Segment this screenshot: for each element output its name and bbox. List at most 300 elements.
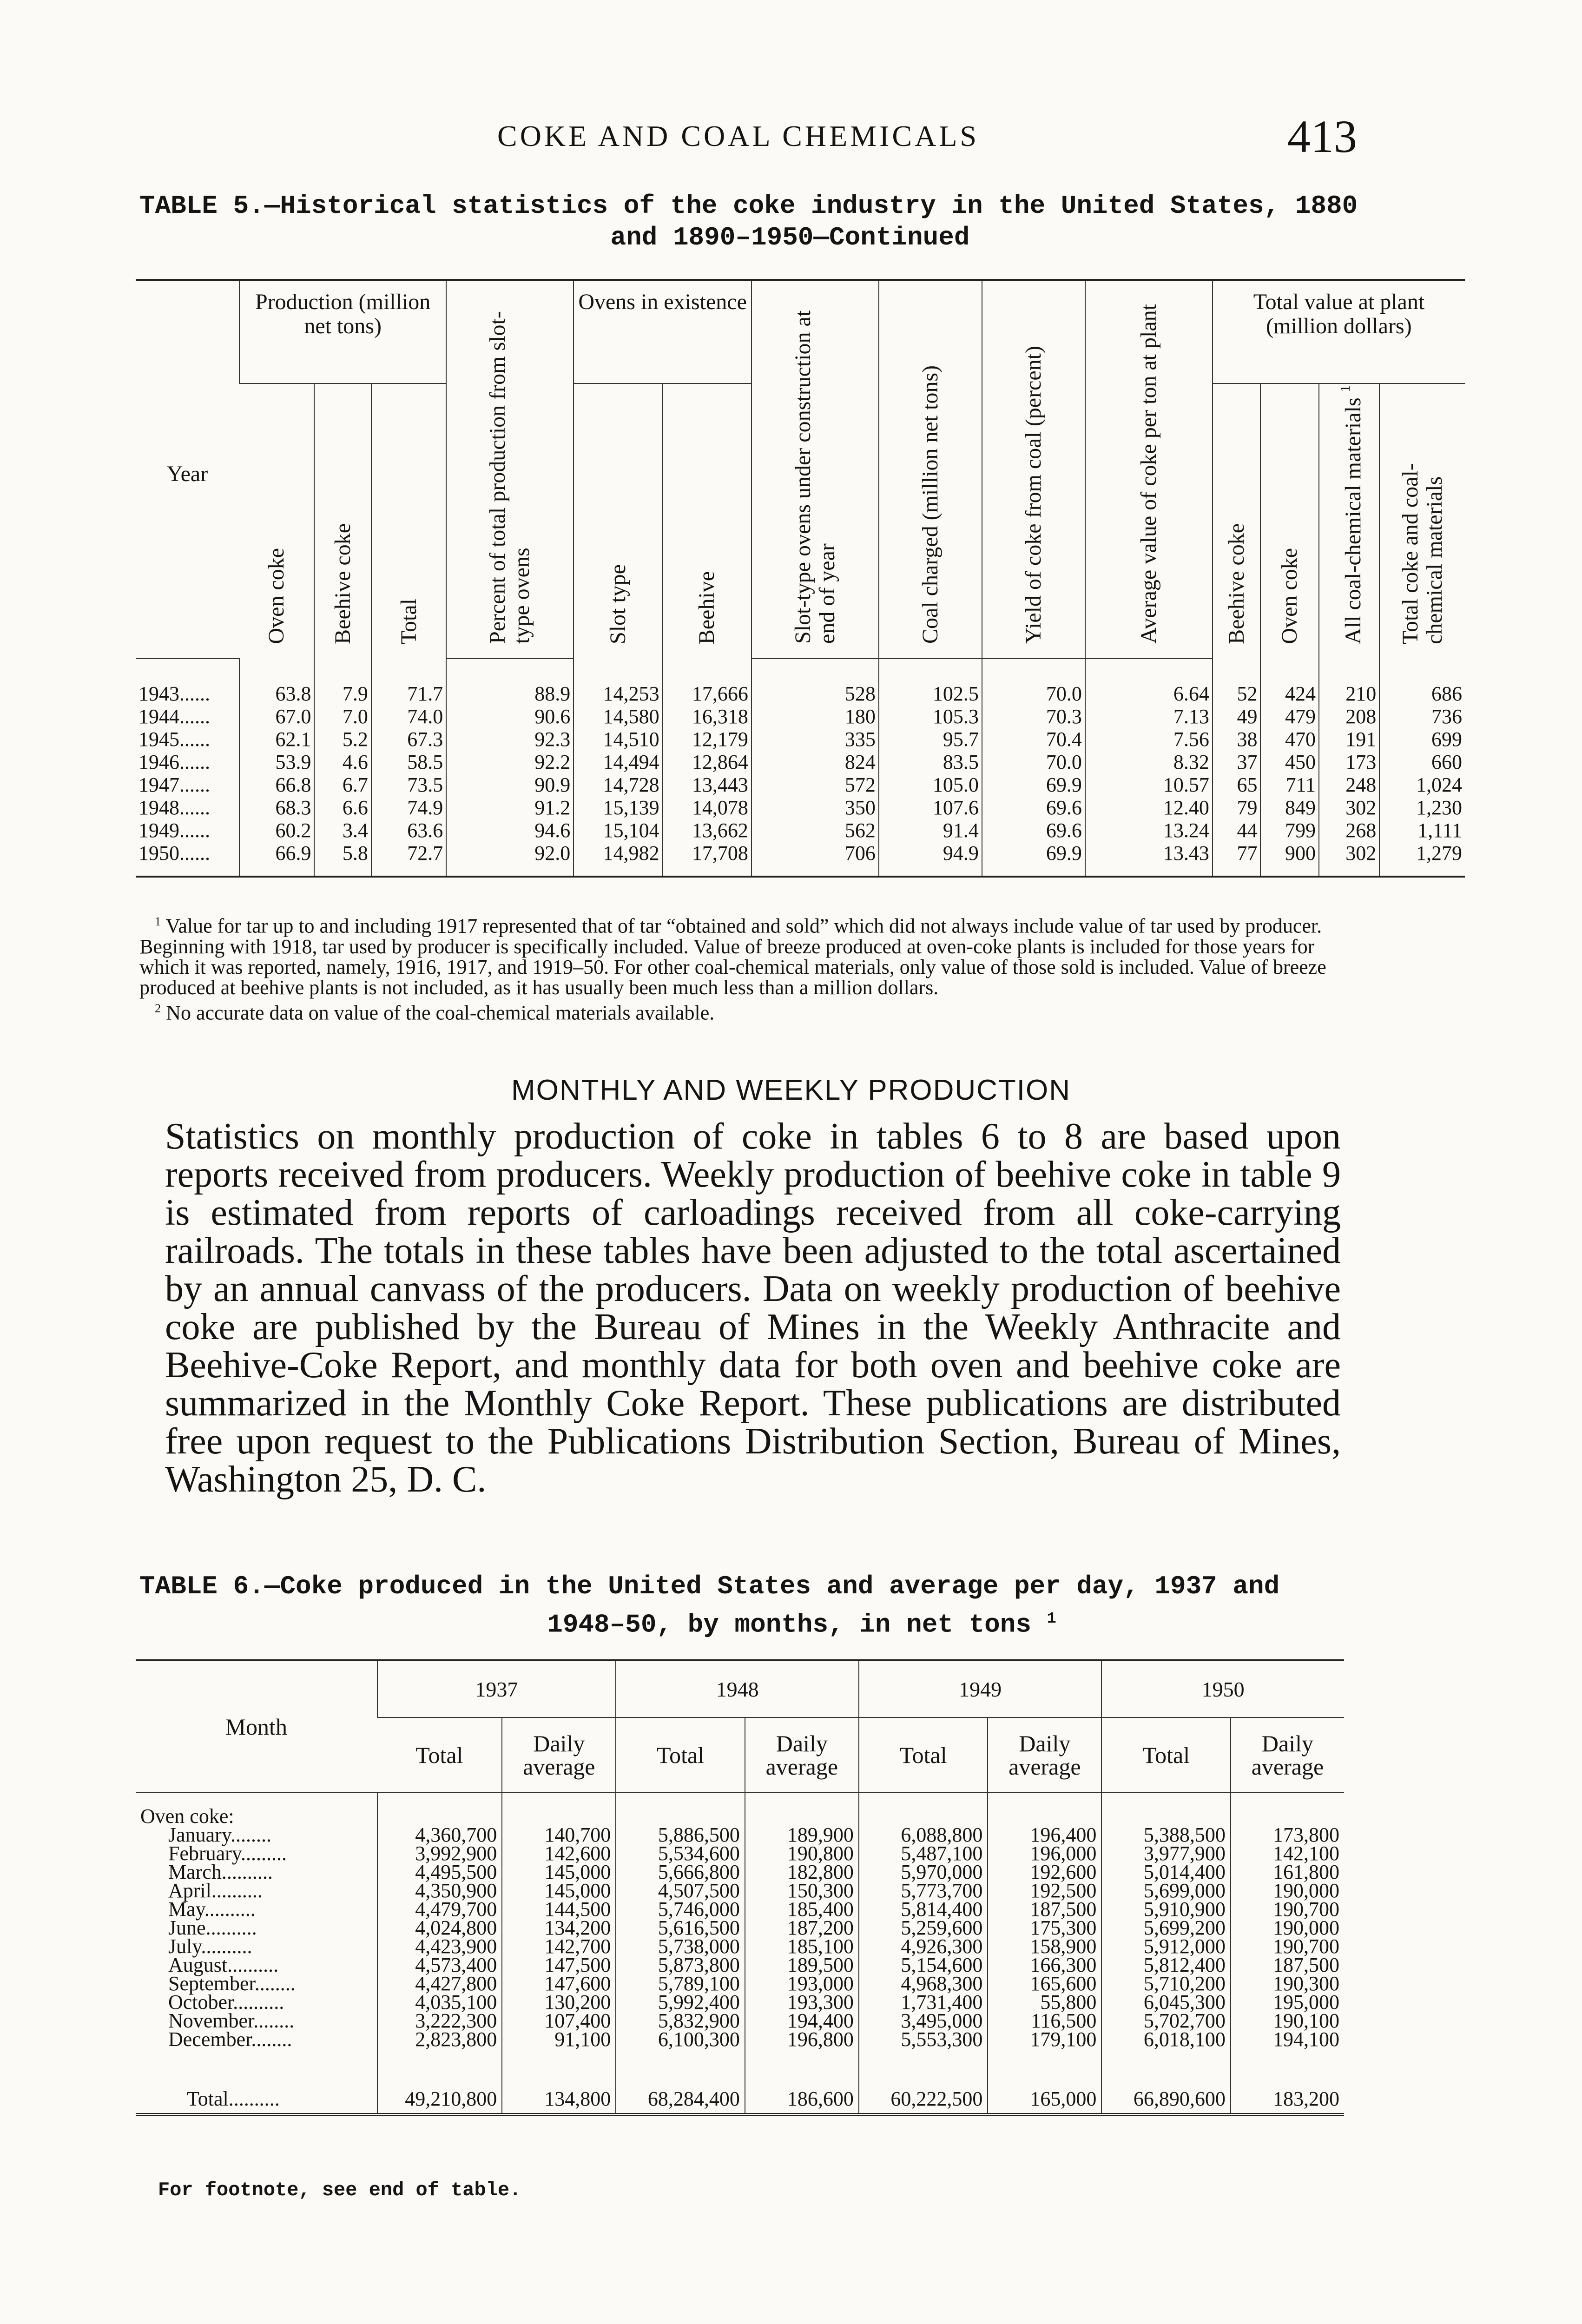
- table-cell: 4,495,500: [377, 1863, 502, 1882]
- table-cell: 194,100: [1231, 2030, 1344, 2049]
- table-row: [136, 842, 1465, 877]
- table-row: [136, 819, 1465, 842]
- table-cell: 189,500: [745, 1956, 859, 1974]
- table-cell: 5,534,600: [616, 1844, 745, 1863]
- table5-footnote-1: $^1$ Value for tar up to and including 1917 represented that of tar “obtained and sold” which did not always include value of tar used by producer. Beginning with 1918, tar used by producer is specifically included. Value of breeze produced at oven-coke plants is included for those years for which it was reported, namely, 1916, 1917, and 1919–50. For other coal-chemical materials, only value of those sold is included. Value of breeze produced at beehive plants is not included, as it has usually been much less than a million dollars.: [139, 914, 1326, 999]
- year-cell: 1947......: [138, 773, 210, 796]
- table-cell: 4,968,300: [859, 1974, 988, 1993]
- table-cell: 5,699,200: [1101, 1919, 1231, 1937]
- page-number: 413: [1287, 111, 1357, 162]
- table-cell: 190,700: [1231, 1900, 1344, 1919]
- table-cell: 3,222,300: [377, 2012, 502, 2030]
- table-cell: 70.4: [982, 728, 1085, 751]
- t5-col-coal-charged: Coal charged (million net tons): [879, 280, 982, 659]
- table-cell: 5,154,600: [859, 1956, 988, 1974]
- table-row: [136, 1882, 1344, 1900]
- table-cell: 15,104: [573, 819, 662, 842]
- t6-daily-header: Daily average: [988, 1717, 1101, 1793]
- table-cell: 6,088,800: [859, 1826, 988, 1844]
- table-cell: 13,443: [663, 773, 751, 796]
- table-cell: 13.24: [1085, 819, 1213, 842]
- t5-col-val-oven: Oven coke: [1260, 383, 1319, 659]
- table-cell: 102.5: [879, 659, 982, 705]
- year-cell: 1950......: [138, 842, 210, 865]
- table-cell: 12,864: [663, 751, 751, 773]
- table-cell: 5,873,800: [616, 1956, 745, 1974]
- table-cell: 70.0: [982, 659, 1085, 705]
- table-cell: 5,616,500: [616, 1919, 745, 1937]
- table-cell: 208: [1319, 705, 1379, 728]
- table-cell: 3,992,900: [377, 1844, 502, 1863]
- total-label: Total..........: [187, 2087, 280, 2110]
- table-cell: 66.8: [239, 773, 314, 796]
- t6-total-header: Total: [859, 1717, 988, 1793]
- table-cell: 37: [1213, 751, 1261, 773]
- month-cell: May..........: [168, 1898, 256, 1921]
- table-cell: 2,823,800: [377, 2030, 502, 2049]
- table-cell: 1,024: [1379, 773, 1465, 796]
- table-cell: 528: [751, 659, 879, 705]
- table-cell: 3,977,900: [1101, 1844, 1231, 1863]
- table-row: [136, 796, 1465, 819]
- table-cell: 5,738,000: [616, 1937, 745, 1956]
- table-cell: 686: [1379, 659, 1465, 705]
- table-cell: 14,078: [663, 796, 751, 819]
- table-cell: 91.4: [879, 819, 982, 842]
- t6-year-1950: 1950: [1101, 1660, 1344, 1717]
- table-cell: 130,200: [502, 1993, 616, 2012]
- table-cell: 5,812,400: [1101, 1956, 1231, 1974]
- table-cell: 350: [751, 796, 879, 819]
- table-cell: 187,500: [1231, 1956, 1344, 1974]
- t5-col-under-construction: Slot-type ovens under construction at end of year: [751, 280, 879, 659]
- table-cell: 13.43: [1085, 842, 1213, 877]
- table-cell: 92.3: [446, 728, 573, 751]
- table-cell: 7.13: [1085, 705, 1213, 728]
- table-cell: 63.8: [239, 659, 314, 705]
- section-paragraph: Statistics on monthly production of coke in tables 6 to 8 are based upon reports received from producers. Weekly production of beehive coke in table 9 is estimated from reports of carloadings received from all coke-carrying railroads. The totals in these tables have been adjusted to the total ascertained by an annual canvass of the producers. Data on weekly production of beehive coke are published by the Bureau of Mines in the Weekly Anthracite and Beehive-Coke Report, and monthly data for both oven and beehive coke are summarized in the Monthly Coke Report. These publications are distributed free upon request to the Publications Distribution Section, Bureau of Mines, Washington 25, D. C.: [165, 1116, 1341, 1500]
- table-cell: 5,992,400: [616, 1993, 745, 2012]
- t5-col-slot-type: Slot type: [573, 383, 662, 659]
- table-cell: 5,746,000: [616, 1900, 745, 1919]
- table-cell: 94.6: [446, 819, 573, 842]
- table6-caption-line1: TABLE 6.—Coke produced in the United States and average per day, 1937 and: [139, 1571, 1280, 1601]
- table-cell: 52: [1213, 659, 1261, 705]
- table-cell: 107,400: [502, 2012, 616, 2030]
- table-cell: 185,400: [745, 1900, 859, 1919]
- table-cell: 190,000: [1231, 1882, 1344, 1900]
- table-row: [136, 2030, 1344, 2049]
- table-cell: 4,479,700: [377, 1900, 502, 1919]
- table-cell: 92.2: [446, 751, 573, 773]
- table-cell: 161,800: [1231, 1863, 1344, 1882]
- table-cell: 4,507,500: [616, 1882, 745, 1900]
- table-cell: 1,731,400: [859, 1993, 988, 2012]
- table6-footnote-ref: For footnote, see end of table.: [158, 2179, 521, 2201]
- table-cell: 7.56: [1085, 728, 1213, 751]
- table-cell: 95.7: [879, 728, 982, 751]
- table-cell: 94.9: [879, 842, 982, 877]
- table-cell: 53.9: [239, 751, 314, 773]
- table6-caption-line2: 1948–50, by months, in net tons $^1$: [547, 1610, 1056, 1640]
- table-cell: 302: [1319, 842, 1379, 877]
- t6-total-header: Total: [377, 1717, 502, 1793]
- table-cell: 660: [1379, 751, 1465, 773]
- table-cell: 5,666,800: [616, 1863, 745, 1882]
- table-cell: 6.6: [314, 796, 371, 819]
- spacer-row: [136, 2049, 1344, 2081]
- table-cell: 83.5: [879, 751, 982, 773]
- table-cell: 12,179: [663, 728, 751, 751]
- table-cell: 62.1: [239, 728, 314, 751]
- table-cell: 5,832,900: [616, 2012, 745, 2030]
- table5-caption-line1: TABLE 5.—Historical statistics of the coke industry in the United States, 1880: [139, 191, 1358, 221]
- table-cell: 158,900: [988, 1937, 1101, 1956]
- table-cell: 70.3: [982, 705, 1085, 728]
- table-cell: 142,100: [1231, 1844, 1344, 1863]
- table-cell: 196,800: [745, 2030, 859, 2049]
- total-cell: 49,210,800: [377, 2081, 502, 2114]
- table-cell: 91.2: [446, 796, 573, 819]
- t5-col-val-chem: All coal-chemical materials $^1$: [1319, 383, 1379, 659]
- table-cell: 190,000: [1231, 1919, 1344, 1937]
- table-cell: 63.6: [371, 819, 446, 842]
- table-cell: 192,500: [988, 1882, 1101, 1900]
- table-cell: 90.9: [446, 773, 573, 796]
- t5-col-pct-slot: Percent of total production from slot-type ovens: [446, 280, 573, 659]
- table-cell: 4,423,900: [377, 1937, 502, 1956]
- table-cell: 4,035,100: [377, 1993, 502, 2012]
- total-cell: 66,890,600: [1101, 2081, 1231, 2114]
- table-cell: 70.0: [982, 751, 1085, 773]
- table-cell: 68.3: [239, 796, 314, 819]
- table-cell: 165,600: [988, 1974, 1101, 1993]
- t5-col-yield: Yield of coke from coal (percent): [982, 280, 1085, 659]
- section-title: MONTHLY AND WEEKLY PRODUCTION: [511, 1074, 1071, 1106]
- table-cell: 79: [1213, 796, 1261, 819]
- table-cell: 187,500: [988, 1900, 1101, 1919]
- table-cell: 150,300: [745, 1882, 859, 1900]
- t6-daily-header: Daily average: [1231, 1717, 1344, 1793]
- table-cell: 196,000: [988, 1844, 1101, 1863]
- table-cell: 14,728: [573, 773, 662, 796]
- table-cell: 58.5: [371, 751, 446, 773]
- table-row: [136, 1956, 1344, 1974]
- table-cell: 3,495,000: [859, 2012, 988, 2030]
- table-cell: 15,139: [573, 796, 662, 819]
- table-cell: 302: [1319, 796, 1379, 819]
- t6-group-label: Oven coke:: [140, 1805, 234, 1828]
- table-cell: 210: [1319, 659, 1379, 705]
- t6-total-header: Total: [1101, 1717, 1231, 1793]
- table-cell: 105.0: [879, 773, 982, 796]
- table-cell: 72.7: [371, 842, 446, 877]
- table-cell: 711: [1260, 773, 1319, 796]
- table-cell: 73.5: [371, 773, 446, 796]
- table-row: [136, 1826, 1344, 1844]
- table-row: [136, 1993, 1344, 2012]
- table-cell: 49: [1213, 705, 1261, 728]
- table-cell: 5,814,400: [859, 1900, 988, 1919]
- table-row: [136, 2012, 1344, 2030]
- table-cell: 116,500: [988, 2012, 1101, 2030]
- table-row: [136, 1900, 1344, 1919]
- table-cell: 6,100,300: [616, 2030, 745, 2049]
- month-cell: October..........: [168, 1991, 284, 2014]
- table-cell: 824: [751, 751, 879, 773]
- table-cell: 91,100: [502, 2030, 616, 2049]
- total-cell: 134,800: [502, 2081, 616, 2114]
- table-cell: 67.3: [371, 728, 446, 751]
- table-row: [136, 1919, 1344, 1937]
- total-row: [136, 2081, 1344, 2114]
- table-cell: 5,259,600: [859, 1919, 988, 1937]
- t6-month-header: Month: [136, 1660, 377, 1793]
- t5-group-ovens: Ovens in existence: [573, 280, 751, 383]
- running-header: [0, 110, 1582, 170]
- t6-year-1949: 1949: [859, 1660, 1102, 1717]
- table-cell: 65: [1213, 773, 1261, 796]
- year-cell: 1944......: [138, 705, 210, 728]
- table-cell: 5,912,000: [1101, 1937, 1231, 1956]
- table-cell: 5,699,000: [1101, 1882, 1231, 1900]
- year-cell: 1943......: [138, 682, 210, 705]
- table-cell: 191: [1319, 728, 1379, 751]
- table5-body: [136, 659, 1465, 877]
- table5-footnotes: [139, 911, 1348, 1023]
- month-cell: August..........: [168, 1954, 279, 1976]
- table-cell: 5,702,700: [1101, 2012, 1231, 2030]
- table-cell: 196,400: [988, 1826, 1101, 1844]
- year-cell: 1946......: [138, 751, 210, 773]
- table-cell: 69.9: [982, 773, 1085, 796]
- month-cell: February.........: [168, 1842, 287, 1865]
- t5-year-header: Year: [136, 280, 239, 659]
- table-row: [136, 659, 1465, 705]
- month-cell: July..........: [168, 1935, 252, 1958]
- table-cell: 60.2: [239, 819, 314, 842]
- table-cell: 849: [1260, 796, 1319, 819]
- t6-year-1937: 1937: [377, 1660, 616, 1717]
- total-cell: 68,284,400: [616, 2081, 745, 2114]
- table5-caption-line2: and 1890–1950—Continued: [610, 223, 970, 252]
- table-cell: 5,886,500: [616, 1826, 745, 1844]
- table-cell: 5,014,400: [1101, 1863, 1231, 1882]
- table-cell: 14,580: [573, 705, 662, 728]
- table-cell: 142,600: [502, 1844, 616, 1863]
- table-cell: 195,000: [1231, 1993, 1344, 2012]
- month-cell: June..........: [168, 1916, 257, 1939]
- table-cell: 194,400: [745, 2012, 859, 2030]
- table-cell: 5,553,300: [859, 2030, 988, 2049]
- t5-col-total: Total: [371, 383, 446, 659]
- table-row: [136, 1974, 1344, 1993]
- table-row: [136, 751, 1465, 773]
- table-cell: 4,926,300: [859, 1937, 988, 1956]
- table-cell: 107.6: [879, 796, 982, 819]
- table-cell: 180: [751, 705, 879, 728]
- table-cell: 38: [1213, 728, 1261, 751]
- table-cell: 69.9: [982, 842, 1085, 877]
- table-cell: 5,910,900: [1101, 1900, 1231, 1919]
- t5-group-production: Production (million net tons): [239, 280, 446, 383]
- table-cell: 173: [1319, 751, 1379, 773]
- table-cell: 147,500: [502, 1956, 616, 1974]
- table-cell: 13,662: [663, 819, 751, 842]
- table-cell: 5,789,100: [616, 1974, 745, 1993]
- table-cell: 175,300: [988, 1919, 1101, 1937]
- t6-year-1948: 1948: [616, 1660, 859, 1717]
- table-cell: 5,710,200: [1101, 1974, 1231, 1993]
- table-cell: 5,388,500: [1101, 1826, 1231, 1844]
- table-cell: 192,600: [988, 1863, 1101, 1882]
- table-cell: 77: [1213, 842, 1261, 877]
- table-cell: 3.4: [314, 819, 371, 842]
- table-cell: 14,494: [573, 751, 662, 773]
- month-cell: January........: [168, 1823, 271, 1846]
- table-cell: 55,800: [988, 1993, 1101, 2012]
- table-cell: 1,111: [1379, 819, 1465, 842]
- table-cell: 6,045,300: [1101, 1993, 1231, 2012]
- table-cell: 190,700: [1231, 1937, 1344, 1956]
- table-cell: 66.9: [239, 842, 314, 877]
- table-cell: 10.57: [1085, 773, 1213, 796]
- table-cell: 335: [751, 728, 879, 751]
- t6-daily-header: Daily average: [745, 1717, 859, 1793]
- table6: [136, 1659, 1344, 2116]
- table-cell: 7.9: [314, 659, 371, 705]
- table-cell: 14,982: [573, 842, 662, 877]
- month-cell: April..........: [168, 1879, 263, 1902]
- table-cell: 140,700: [502, 1826, 616, 1844]
- table-cell: 190,100: [1231, 2012, 1344, 2030]
- table-cell: 699: [1379, 728, 1465, 751]
- table-cell: 105.3: [879, 705, 982, 728]
- table-cell: 736: [1379, 705, 1465, 728]
- table-cell: 4,024,800: [377, 1919, 502, 1937]
- t5-col-beehive: Beehive: [663, 383, 751, 659]
- table-cell: 6,018,100: [1101, 2030, 1231, 2049]
- table-cell: 4,427,800: [377, 1974, 502, 1993]
- table-cell: 189,900: [745, 1826, 859, 1844]
- total-cell: 60,222,500: [859, 2081, 988, 2114]
- table-cell: 1,279: [1379, 842, 1465, 877]
- table-cell: 179,100: [988, 2030, 1101, 2049]
- table-cell: 166,300: [988, 1956, 1101, 1974]
- table-cell: 268: [1319, 819, 1379, 842]
- table-cell: 17,666: [663, 659, 751, 705]
- month-cell: September........: [168, 1972, 296, 1995]
- table-cell: 7.0: [314, 705, 371, 728]
- total-cell: 186,600: [745, 2081, 859, 2114]
- table-cell: 144,500: [502, 1900, 616, 1919]
- table-cell: 92.0: [446, 842, 573, 877]
- table-cell: 69.6: [982, 819, 1085, 842]
- table-cell: 74.0: [371, 705, 446, 728]
- table-cell: 5,970,000: [859, 1863, 988, 1882]
- month-cell: December........: [168, 2028, 292, 2051]
- table-cell: 5.2: [314, 728, 371, 751]
- t5-col-avg-value: Average value of coke per ton at plant: [1085, 280, 1213, 659]
- table5-footnote-2: $^2$ No accurate data on value of the coal-chemical materials available.: [155, 1001, 715, 1024]
- table-cell: 44: [1213, 819, 1261, 842]
- t5-col-val-beehive: Beehive coke: [1213, 383, 1261, 659]
- t6-daily-header: Daily average: [502, 1717, 616, 1793]
- table-cell: 69.6: [982, 796, 1085, 819]
- table-cell: 134,200: [502, 1919, 616, 1937]
- table-cell: 799: [1260, 819, 1319, 842]
- table-cell: 248: [1319, 773, 1379, 796]
- table-cell: 1,230: [1379, 796, 1465, 819]
- total-cell: 165,000: [988, 2081, 1101, 2114]
- table-cell: 147,600: [502, 1974, 616, 1993]
- table-cell: 71.7: [371, 659, 446, 705]
- table-cell: 6.7: [314, 773, 371, 796]
- table-cell: 187,200: [745, 1919, 859, 1937]
- table-row: [136, 1844, 1344, 1863]
- table-cell: 17,708: [663, 842, 751, 877]
- table-row: [136, 1937, 1344, 1956]
- table-cell: 706: [751, 842, 879, 877]
- running-title: COKE AND COAL CHEMICALS: [497, 119, 979, 152]
- table-cell: 470: [1260, 728, 1319, 751]
- year-cell: 1945......: [138, 728, 210, 751]
- table-cell: 5,487,100: [859, 1844, 988, 1863]
- table-cell: 90.6: [446, 705, 573, 728]
- table-row: [136, 728, 1465, 751]
- table-cell: 74.9: [371, 796, 446, 819]
- table-cell: 193,000: [745, 1974, 859, 1993]
- table-cell: 145,000: [502, 1882, 616, 1900]
- year-cell: 1948......: [138, 796, 210, 819]
- table-cell: 67.0: [239, 705, 314, 728]
- table-cell: 8.32: [1085, 751, 1213, 773]
- table-cell: 4,360,700: [377, 1826, 502, 1844]
- table-cell: 190,300: [1231, 1974, 1344, 1993]
- table-cell: 900: [1260, 842, 1319, 877]
- table-row: [136, 1863, 1344, 1882]
- total-cell: 183,200: [1231, 2081, 1344, 2114]
- month-cell: November........: [168, 2009, 295, 2032]
- table-cell: 190,800: [745, 1844, 859, 1863]
- year-cell: 1949......: [138, 819, 210, 842]
- table-cell: 6.64: [1085, 659, 1213, 705]
- table-cell: 193,300: [745, 1993, 859, 2012]
- table-row: [136, 705, 1465, 728]
- table-cell: 14,510: [573, 728, 662, 751]
- table-cell: 173,800: [1231, 1826, 1344, 1844]
- table-cell: 479: [1260, 705, 1319, 728]
- table6-body: [136, 1793, 1344, 2114]
- table-cell: 182,800: [745, 1863, 859, 1882]
- table-cell: 4.6: [314, 751, 371, 773]
- table-cell: 5.8: [314, 842, 371, 877]
- table-cell: 142,700: [502, 1937, 616, 1956]
- t5-col-oven-coke: Oven coke: [264, 548, 289, 644]
- table-cell: 12.40: [1085, 796, 1213, 819]
- month-cell: March..........: [168, 1861, 273, 1883]
- table-cell: 88.9: [446, 659, 573, 705]
- table-cell: 572: [751, 773, 879, 796]
- table5: [136, 279, 1465, 878]
- t5-col-val-total: Total coke and coal-chemical materials: [1379, 383, 1465, 659]
- table-cell: 185,100: [745, 1937, 859, 1956]
- table-cell: 5,773,700: [859, 1882, 988, 1900]
- table-row: [136, 773, 1465, 796]
- table-cell: 450: [1260, 751, 1319, 773]
- table-cell: 14,253: [573, 659, 662, 705]
- t5-col-beehive-coke: Beehive coke: [314, 383, 371, 659]
